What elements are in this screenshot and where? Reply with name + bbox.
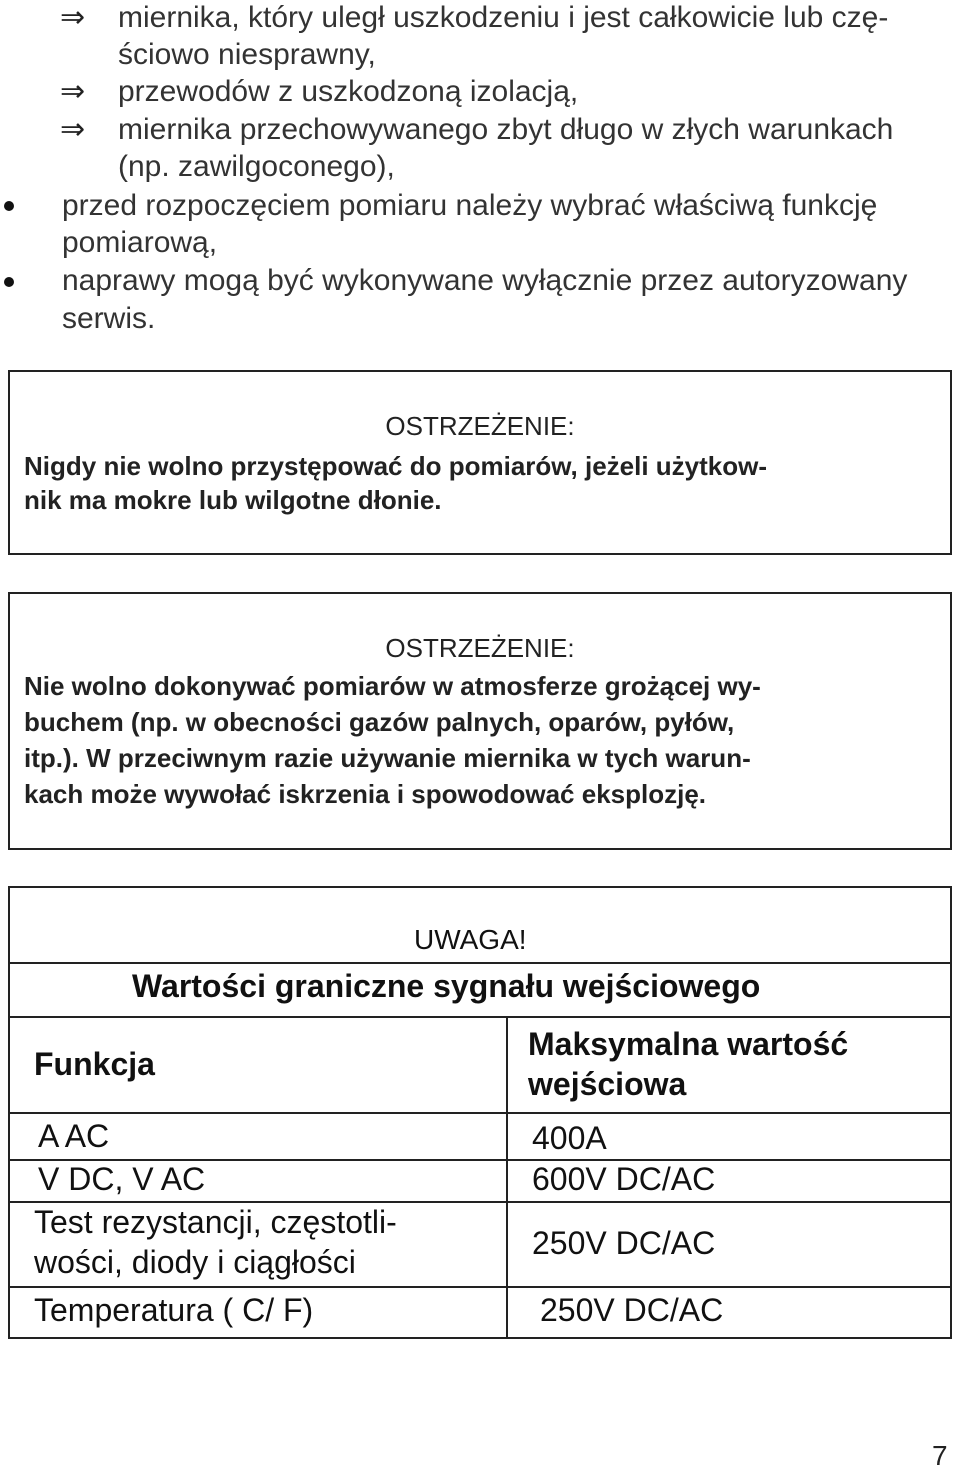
warning-text: buchem (np. w obecności gazów palnych, oparów, pyłów, bbox=[24, 707, 735, 737]
warning-title: OSTRZEŻENIE: bbox=[385, 633, 575, 663]
table-cell: Temperatura ( C/ F) bbox=[34, 1292, 314, 1328]
list-item-text: miernika przechowywanego zbyt długo w złych warunkach bbox=[118, 113, 894, 146]
table-cell: A AC bbox=[38, 1118, 110, 1154]
warning-text: itp.). W przeciwnym razie używanie miernika w tych warun- bbox=[24, 743, 751, 773]
warning-text: nik ma mokre lub wilgotne dłonie. bbox=[24, 485, 442, 515]
warning-text: kach może wywołać iskrzenia i spowodować eksplozję. bbox=[24, 779, 707, 809]
divider bbox=[10, 1201, 950, 1203]
list-item-text: miernika, który uległ uszkodzeniu i jest całkowicie lub czę- bbox=[118, 1, 889, 34]
list-item-text: pomiarową, bbox=[62, 226, 218, 259]
divider bbox=[10, 1112, 950, 1114]
list-item-text: przed rozpoczęciem pomiaru należy wybrać właściwą funkcję bbox=[62, 189, 878, 222]
divider bbox=[10, 1286, 950, 1288]
arrow-icon: ⇒ bbox=[60, 75, 86, 108]
table-cell: 600V DC/AC bbox=[532, 1161, 716, 1197]
table-cell: 400A bbox=[532, 1120, 607, 1156]
column-header: wejściowa bbox=[528, 1066, 687, 1102]
list-item-text: serwis. bbox=[62, 302, 156, 335]
column-divider bbox=[506, 1016, 508, 1338]
divider bbox=[10, 1016, 950, 1018]
notice-title: UWAGA! bbox=[414, 924, 527, 955]
warning-box bbox=[8, 370, 952, 555]
column-header: Funkcja bbox=[34, 1046, 155, 1082]
column-header: Maksymalna wartość bbox=[528, 1026, 849, 1062]
warning-text: Nie wolno dokonywać pomiarów w atmosferze grożącej wy- bbox=[24, 671, 761, 701]
list-item-text: ściowo niesprawny, bbox=[118, 38, 376, 71]
page-number: 7 bbox=[932, 1440, 948, 1471]
arrow-icon: ⇒ bbox=[60, 113, 86, 146]
warning-text: Nigdy nie wolno przystępować do pomiarów, jeżeli użytkow- bbox=[24, 451, 768, 481]
list-item-text: przewodów z uszkodzoną izolacją, bbox=[118, 75, 579, 108]
bullet-icon bbox=[4, 277, 14, 287]
table-title: Wartości graniczne sygnału wejściowego bbox=[132, 968, 761, 1004]
warning-title: OSTRZEŻENIE: bbox=[385, 411, 575, 441]
arrow-icon: ⇒ bbox=[60, 1, 86, 34]
table-cell: 250V DC/AC bbox=[532, 1225, 716, 1261]
list-item-text: naprawy mogą być wykonywane wyłącznie przez autoryzowany bbox=[62, 264, 908, 297]
warning-box bbox=[8, 592, 952, 850]
list-item-text: (np. zawilgoconego), bbox=[118, 150, 395, 183]
table-cell: V DC, V AC bbox=[38, 1161, 206, 1197]
table-cell: Test rezystancji, częstotli- bbox=[34, 1204, 397, 1240]
table-cell: wości, diody i ciągłości bbox=[34, 1244, 356, 1280]
table-cell: 250V DC/AC bbox=[540, 1292, 724, 1328]
bullet-icon bbox=[4, 201, 14, 211]
divider bbox=[8, 962, 952, 964]
